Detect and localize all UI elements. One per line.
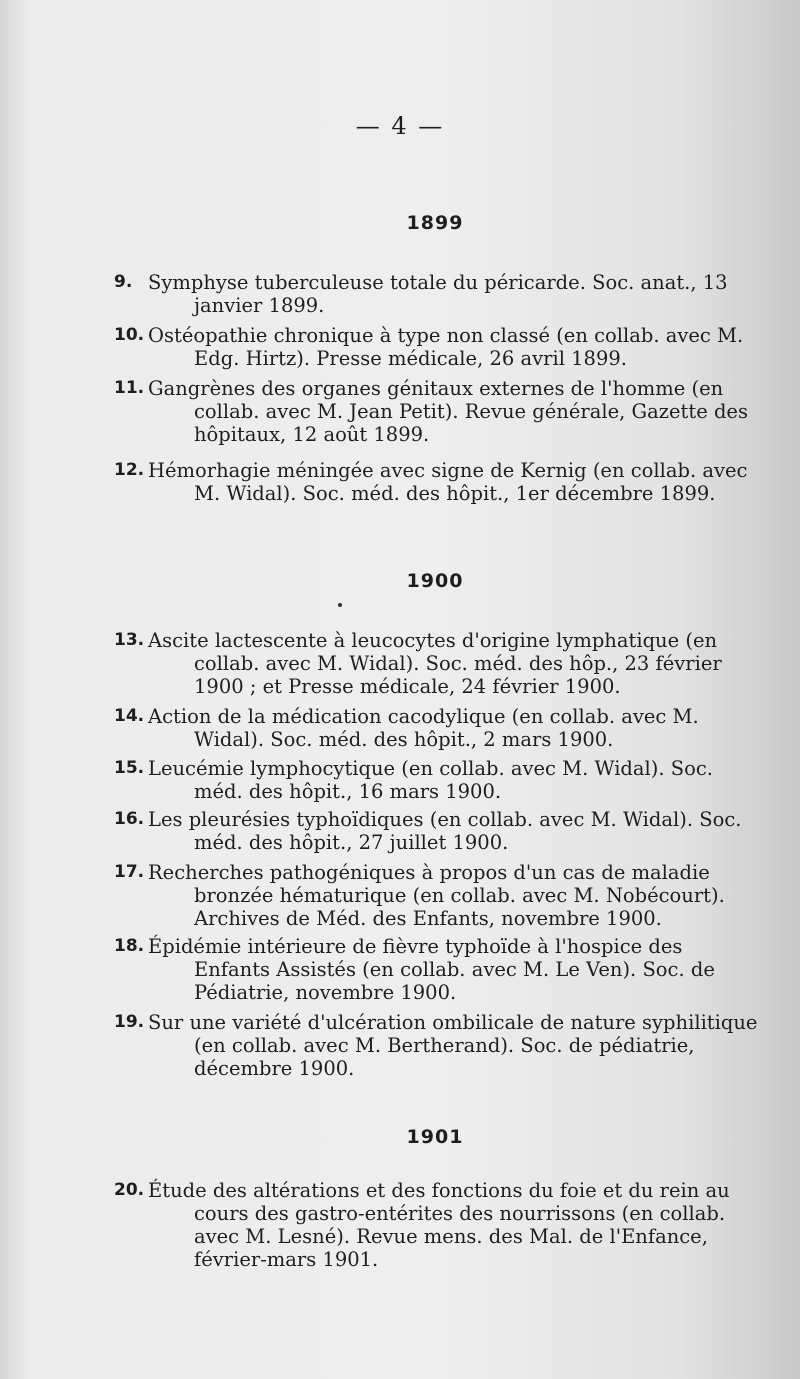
entry-number: 9. <box>114 272 133 292</box>
bibliography-entry <box>114 324 764 370</box>
entry-number: 10. <box>114 325 145 345</box>
entry-number: 13. <box>114 630 145 650</box>
bibliography-entry <box>114 935 764 1004</box>
entry-text: Action de la médication cacodylique (en collab. avec M. Widal). Soc. méd. des hôpit., 2 mars 1900. <box>148 705 699 751</box>
bibliography-entry <box>114 629 764 698</box>
entry-text: Épidémie intérieure de fièvre typhoïde à l'hospice des Enfants Assistés (en collab. avec M. Le Ven). Soc. de Pédiatrie, novembre 1900. <box>148 935 715 1004</box>
entry-number: 19. <box>114 1012 145 1032</box>
entry-number: 11. <box>114 378 145 398</box>
entry-text: Ascite lactescente à leucocytes d'origine lymphatique (en collab. avec M. Widal). Soc. méd. des hôp., 23 février 1900 ; et Presse médicale, 24 février 1900. <box>148 629 722 698</box>
bibliography-entry <box>114 459 764 505</box>
entry-number: 16. <box>114 809 145 829</box>
entry-text: Les pleurésies typhoïdiques (en collab. avec M. Widal). Soc. méd. des hôpit., 27 juillet 1900. <box>148 808 742 854</box>
entry-text: Sur une variété d'ulcération ombilicale de nature syphilitique (en collab. avec M. Bertherand). Soc. de pédiatrie, décembre 1900. <box>148 1011 758 1080</box>
entry-number: 20. <box>114 1180 145 1200</box>
entry-number: 17. <box>114 862 145 882</box>
entry-text: Recherches pathogéniques à propos d'un cas de maladie bronzée hématurique (en collab. avec M. Nobécourt). Archives de Méd. des Enfants, novembre 1900. <box>148 861 725 930</box>
bibliography-entry <box>114 1179 764 1271</box>
entry-number: 18. <box>114 936 145 956</box>
entry-number: 12. <box>114 460 145 480</box>
year-heading-1900: 1900 <box>406 570 464 592</box>
entry-text: Ostéopathie chronique à type non classé (en collab. avec M. Edg. Hirtz). Presse médicale, 26 avril 1899. <box>148 324 744 370</box>
entry-text: Symphyse tuberculeuse totale du péricarde. Soc. anat., 13 janvier 1899. <box>148 271 728 317</box>
entry-text: Hémorhagie méningée avec signe de Kernig (en collab. avec M. Widal). Soc. méd. des hôpit., 1er décembre 1899. <box>148 459 748 505</box>
page-number: — 4 — <box>355 112 445 140</box>
year-heading-1899: 1899 <box>406 212 464 234</box>
entry-text: Étude des altérations et des fonctions du foie et du rein au cours des gastro-entérites des nourrissons (en collab. avec M. Lesné). Revue mens. des Mal. de l'Enfance, février-mars 1901. <box>148 1179 730 1271</box>
bibliography-entry <box>114 377 764 446</box>
bibliography-entry <box>114 861 764 930</box>
entry-number: 14. <box>114 706 145 726</box>
year-heading-1901: 1901 <box>406 1126 464 1148</box>
bibliography-entry <box>114 705 764 751</box>
print-speck <box>338 603 342 607</box>
bibliography-entry <box>114 271 764 317</box>
entry-number: 15. <box>114 758 145 778</box>
bibliography-entry <box>114 757 764 803</box>
bibliography-entry <box>114 1011 764 1080</box>
entry-text: Gangrènes des organes génitaux externes de l'homme (en collab. avec M. Jean Petit). Revue générale, Gazette des hôpitaux, 12 août 1899. <box>148 377 748 446</box>
entry-text: Leucémie lymphocytique (en collab. avec M. Widal). Soc. méd. des hôpit., 16 mars 1900. <box>148 757 714 803</box>
bibliography-entry <box>114 808 764 854</box>
